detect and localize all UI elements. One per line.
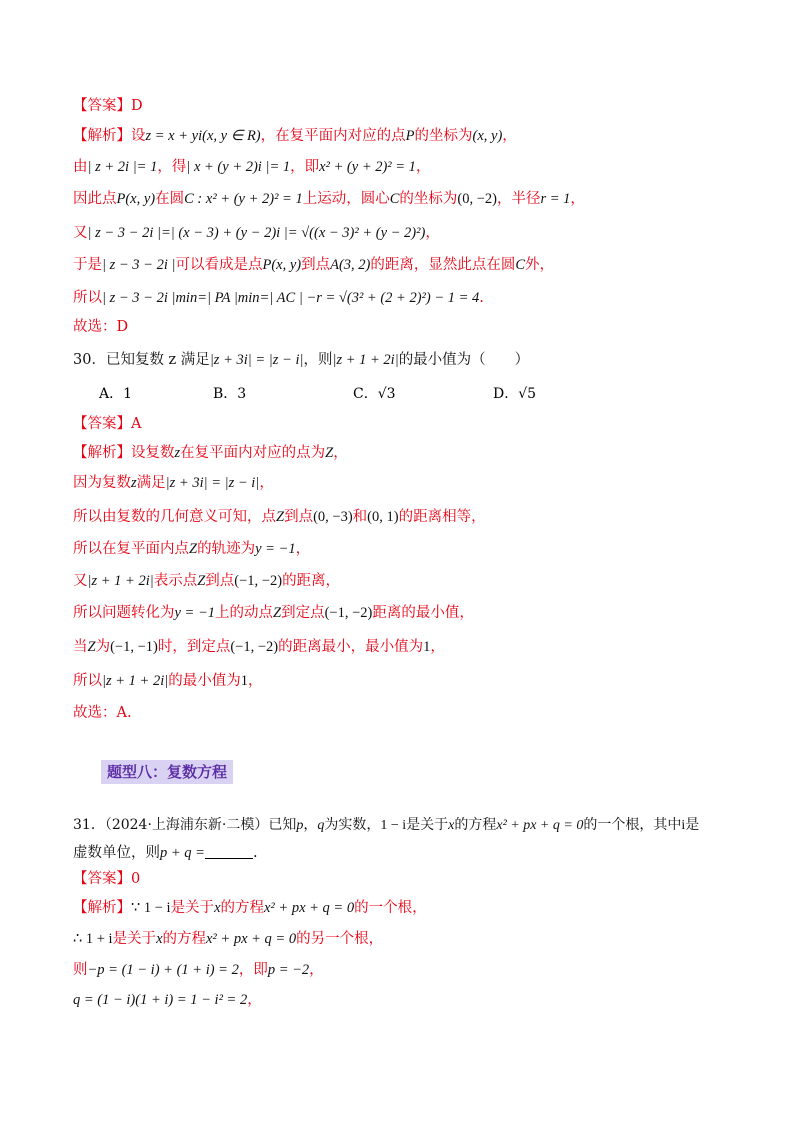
analysis-line-3 bbox=[73, 189, 585, 209]
text: 虚数单位，则 bbox=[73, 845, 160, 861]
answer-line-30 bbox=[73, 414, 141, 434]
text: 到点 bbox=[205, 573, 235, 589]
math: y = −1 bbox=[174, 605, 216, 621]
text: 设 bbox=[131, 128, 146, 144]
question-31 bbox=[73, 815, 699, 836]
text: . bbox=[252, 845, 258, 861]
text: 的最小值为 bbox=[168, 673, 241, 689]
text: 在复平面内对应的点为 bbox=[180, 445, 326, 461]
text: ， bbox=[425, 225, 440, 241]
math: 1 − i bbox=[380, 818, 407, 833]
answer-tag: 【答案】 bbox=[73, 871, 131, 887]
math: x² + px + q = 0 bbox=[206, 931, 297, 947]
math: C bbox=[389, 191, 400, 207]
text: 为实数， bbox=[324, 817, 381, 833]
math: p + q = bbox=[160, 845, 205, 861]
answer-blank[interactable] bbox=[205, 844, 253, 859]
math: A(3, 2) bbox=[330, 257, 371, 273]
math: Z bbox=[87, 639, 96, 655]
text: 的坐标为 bbox=[414, 128, 473, 144]
math: | z − 3 − 2i | bbox=[102, 257, 176, 273]
text: 到点 bbox=[301, 257, 331, 273]
math: | z − 3 − 2i |min=| PA |min=| AC | −r = √(3² + (2 + 2)²) − 1 = 4 bbox=[102, 290, 480, 306]
text: ， bbox=[415, 159, 431, 175]
analysis-31-line-3 bbox=[73, 960, 324, 980]
math: |z + 1 + 2i| bbox=[102, 673, 169, 689]
text: 的最小值为（ ） bbox=[398, 352, 530, 368]
math: (0, 1) bbox=[367, 509, 399, 525]
text: 的轨迹为 bbox=[197, 541, 256, 557]
text: ， bbox=[502, 128, 517, 144]
text: 的方程 bbox=[454, 817, 497, 833]
text: 的方程 bbox=[220, 900, 264, 916]
analysis-tag: 【解析】 bbox=[73, 900, 131, 916]
text: 的坐标为 bbox=[399, 191, 458, 207]
text: 是关于 bbox=[406, 817, 449, 833]
text: 是 bbox=[685, 817, 700, 833]
math: z bbox=[174, 445, 181, 461]
math: x bbox=[448, 818, 455, 833]
text: 是关于 bbox=[170, 900, 215, 916]
analysis-30-line-1 bbox=[73, 443, 348, 463]
option-c: C．√3 bbox=[353, 386, 396, 402]
choice-line-30: 故选：A. bbox=[73, 705, 132, 721]
math: ∴ 1 + i bbox=[73, 931, 113, 947]
analysis-30-line-2 bbox=[73, 473, 274, 493]
analysis-30-line-5 bbox=[73, 571, 340, 591]
text: ，在复平面内对应的点 bbox=[260, 128, 406, 144]
text: ，半径 bbox=[496, 191, 541, 207]
text: 因为复数 bbox=[73, 475, 131, 491]
math: (−1, −1) bbox=[110, 639, 158, 655]
text: . bbox=[479, 290, 484, 306]
text: 当 bbox=[73, 639, 88, 655]
text: 的一个根，其中 bbox=[583, 817, 682, 833]
text: 所以 bbox=[73, 290, 102, 306]
math: p bbox=[296, 818, 304, 833]
math: −p = (1 − i) + (1 + i) = 2 bbox=[87, 962, 239, 978]
text: 是关于 bbox=[112, 931, 157, 947]
analysis-30-line-8 bbox=[73, 671, 262, 691]
text: 所以 bbox=[73, 673, 102, 689]
question-31-line-2 bbox=[73, 843, 258, 863]
math: | z − 3 − 2i |=| (x − 3) + (y − 2)i |= √((x − 3)² + (y − 2)²) bbox=[87, 225, 426, 241]
math: p = −2 bbox=[267, 962, 310, 978]
math: y = −1 bbox=[255, 541, 296, 557]
math: x² + px + q = 0 bbox=[264, 900, 355, 916]
analysis-line-2 bbox=[73, 157, 430, 177]
text: 可以看成是点 bbox=[175, 257, 263, 273]
text: 所以问题转化为 bbox=[73, 605, 175, 621]
math: (0, −2) bbox=[457, 191, 497, 207]
question-30 bbox=[73, 350, 529, 370]
answer-value: A bbox=[131, 416, 142, 432]
text: ， bbox=[430, 639, 445, 655]
analysis-line-1 bbox=[73, 126, 517, 146]
analysis-tag: 【解析】 bbox=[73, 445, 131, 461]
choice-line: 故选：D bbox=[73, 319, 129, 335]
text: ， bbox=[259, 475, 274, 491]
option-a: A．1 bbox=[99, 386, 133, 402]
math: |z + 1 + 2i| bbox=[332, 352, 399, 368]
math: Z bbox=[276, 509, 285, 525]
text: 外， bbox=[525, 257, 555, 273]
math: |z + 3i| = |z − i| bbox=[165, 475, 260, 491]
text: 上的动点 bbox=[215, 605, 274, 621]
text: ， bbox=[247, 673, 263, 689]
text: 的距离最小，最小值为 bbox=[278, 639, 424, 655]
answer-value: D bbox=[131, 98, 143, 114]
text: 于是 bbox=[73, 257, 102, 273]
text: 到点 bbox=[284, 509, 314, 525]
math: q bbox=[317, 818, 325, 833]
text: ，则 bbox=[303, 352, 333, 368]
math: i bbox=[681, 818, 686, 833]
math: C bbox=[515, 257, 526, 273]
math: Z bbox=[273, 605, 282, 621]
text: 在圆 bbox=[155, 191, 185, 207]
math: 1 bbox=[240, 673, 248, 689]
text: 时，到定点 bbox=[157, 639, 231, 655]
math: |z + 3i| = |z − i| bbox=[209, 352, 304, 368]
text: 的距离，显然此点在圆 bbox=[370, 257, 516, 273]
text: 满足 bbox=[136, 475, 166, 491]
analysis-31-line-4 bbox=[73, 990, 262, 1010]
option-d: D．√5 bbox=[493, 386, 537, 402]
math: P(x, y) bbox=[262, 257, 302, 273]
text: ，即 bbox=[290, 159, 320, 175]
answer-line-31 bbox=[73, 869, 140, 889]
text: ，得 bbox=[157, 159, 187, 175]
analysis-tag: 【解析】 bbox=[73, 128, 131, 144]
math: z bbox=[131, 475, 137, 491]
text: 又 bbox=[73, 573, 88, 589]
text: 所以在复平面内点 bbox=[73, 541, 189, 557]
analysis-line-6 bbox=[73, 288, 484, 308]
text: ， bbox=[570, 191, 585, 207]
answer-tag: 【答案】 bbox=[73, 416, 131, 432]
text: ，即 bbox=[238, 962, 268, 978]
text: 所以由复数的几何意义可知，点 bbox=[73, 509, 276, 525]
option-b: B．3 bbox=[213, 386, 247, 402]
text: 的距离相等， bbox=[398, 509, 486, 525]
math: ∵ 1 − i bbox=[131, 900, 171, 916]
math: P(x, y) bbox=[116, 191, 156, 207]
math: Z bbox=[189, 541, 198, 557]
text: 的方程 bbox=[162, 931, 206, 947]
analysis-line-5 bbox=[73, 255, 554, 275]
text: 为 bbox=[95, 639, 111, 655]
text: ， bbox=[303, 817, 318, 833]
math: P bbox=[405, 128, 415, 144]
answer-value: 0 bbox=[131, 871, 141, 887]
analysis-30-line-4 bbox=[73, 539, 310, 559]
text: 和 bbox=[352, 509, 368, 525]
math: | x + (y + 2)i |= 1 bbox=[186, 159, 291, 175]
math: x bbox=[214, 900, 221, 916]
math: r = 1 bbox=[540, 191, 571, 207]
math: x² + px + q = 0 bbox=[496, 818, 584, 833]
text: 到定点 bbox=[281, 605, 325, 621]
analysis-30-line-6 bbox=[73, 603, 474, 623]
math: Z bbox=[197, 573, 206, 589]
math: (0, −3) bbox=[313, 509, 353, 525]
text: ， bbox=[309, 962, 324, 978]
math: C : x² + (y + 2)² = 1 bbox=[184, 191, 303, 207]
text: ， bbox=[295, 541, 311, 557]
text: 31．（2024·上海浦东新·二模）已知 bbox=[73, 817, 297, 833]
text: 距离的最小值， bbox=[372, 605, 474, 621]
text: 表示点 bbox=[153, 573, 198, 589]
text: 则 bbox=[73, 962, 88, 978]
text: 的一个根， bbox=[354, 900, 427, 916]
text: 30．已知复数 z 满足 bbox=[73, 352, 210, 368]
math: |z + 1 + 2i| bbox=[87, 573, 154, 589]
math: (−1, −2) bbox=[230, 639, 279, 655]
analysis-30-line-3 bbox=[73, 507, 486, 527]
math: q = (1 − i)(1 + i) = 1 − i² = 2 bbox=[73, 992, 248, 1008]
text: ， bbox=[333, 445, 348, 461]
text: 上运动，圆心 bbox=[302, 191, 390, 207]
analysis-line-4 bbox=[73, 223, 440, 243]
topic-heading: 题型八：复数方程 bbox=[101, 760, 233, 784]
text: ， bbox=[247, 992, 262, 1008]
text: 的另一个根， bbox=[296, 931, 384, 947]
analysis-30-line-7 bbox=[73, 637, 445, 657]
math: z = x + yi(x, y ∈ R) bbox=[145, 128, 261, 144]
math: (−1, −2) bbox=[324, 605, 373, 621]
math: x bbox=[156, 931, 163, 947]
text: 由 bbox=[73, 159, 88, 175]
text: 又 bbox=[73, 225, 88, 241]
math: x² + (y + 2)² = 1 bbox=[319, 159, 416, 175]
answer-line-29 bbox=[73, 96, 143, 116]
math: (−1, −2) bbox=[234, 573, 283, 589]
text: 的距离， bbox=[282, 573, 341, 589]
text: 设复数 bbox=[131, 445, 175, 461]
analysis-31-line-2 bbox=[73, 929, 383, 949]
math: (x, y) bbox=[472, 128, 503, 144]
text: 因此点 bbox=[73, 191, 117, 207]
math: 1 bbox=[423, 639, 431, 655]
math: Z bbox=[325, 445, 334, 461]
answer-tag: 【答案】 bbox=[73, 98, 131, 114]
math: | z + 2i |= 1 bbox=[87, 159, 158, 175]
analysis-31-line-1 bbox=[73, 898, 427, 918]
